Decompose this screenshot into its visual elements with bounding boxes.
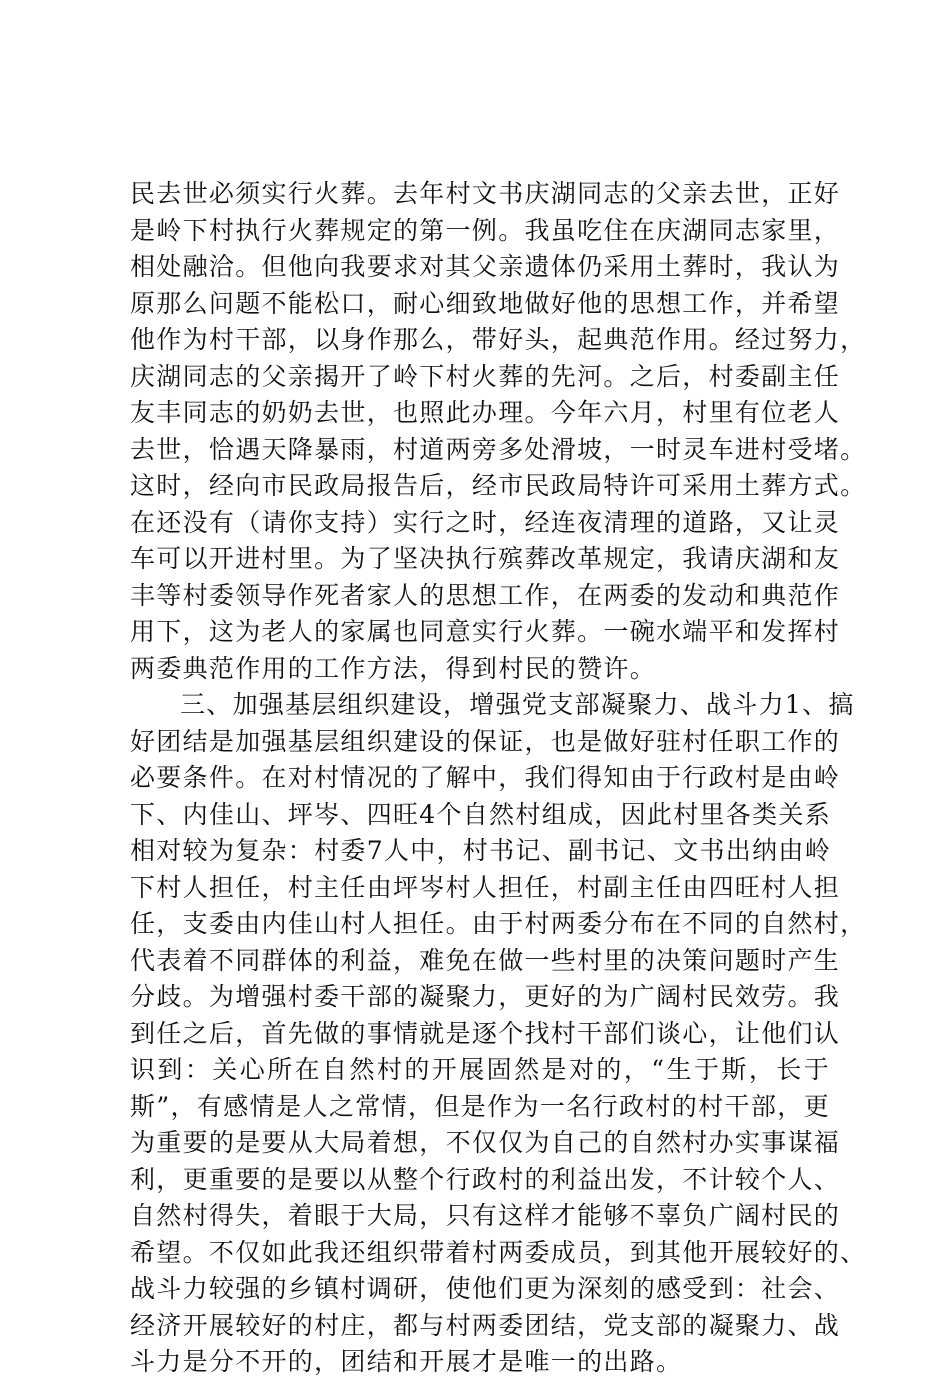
text-line: 下、内佳山、坪岑、四旺4个自然村组成，因此村里各类关系 (130, 799, 832, 829)
text-line: 任，支委由内佳山村人担任。由于村两委分布在不同的自然村， (130, 909, 867, 938)
text-line: 车可以开进村里。为了坚决执行殡葬改革规定，我请庆湖和友 (130, 544, 841, 573)
text-line: 相处融洽。但他向我要求对其父亲遗体仍采用土葬时，我认为 (130, 252, 841, 281)
text-line: 两委典范作用的工作方法，得到村民的赞许。 (130, 653, 657, 683)
text-line: 用下，这为老人的家属也同意实行火葬。一碗水端平和发挥村 (130, 617, 841, 646)
text-line: 丰等村委领导作死者家人的思想工作，在两委的发动和典范作 (130, 580, 841, 610)
section-heading-line: 三、加强基层组织建设，增强党支部凝聚力、战斗力1、搞 (180, 690, 855, 719)
text-line: 必要条件。在对村情况的了解中，我们得知由于行政村是由岭 (130, 763, 841, 792)
text-line: 好团结是加强基层组织建设的保证，也是做好驻村任职工作的 (130, 726, 841, 756)
text-line: 为重要的是要从大局着想，不仅仅为自己的自然村办实事谋福 (130, 1128, 841, 1157)
text-line: 他作为村干部，以身作那么，带好头，起典范作用。经过努力， (130, 325, 867, 354)
text-line: 庆湖同志的父亲揭开了岭下村火葬的先河。之后，村委副主任 (130, 361, 841, 391)
text-line: 自然村得失，着眼于大局，只有这样才能够不辜负广阔村民的 (130, 1201, 841, 1230)
text-line: 识到：关心所在自然村的开展固然是对的，“生于斯，长于 (130, 1055, 830, 1084)
text-line: 民去世必须实行火葬。去年村文书庆湖同志的父亲去世，正好 (130, 179, 841, 208)
document-page (130, 176, 867, 1381)
text-line: 分歧。为增强村委干部的凝聚力，更好的为广阔村民效劳。我 (130, 982, 841, 1011)
text-line: 去世，恰遇天降暴雨，村道两旁多处滑坡，一时灵车进村受堵。 (130, 434, 867, 464)
text-line: 原那么问题不能松口，耐心细致地做好他的思想工作，并希望 (130, 288, 841, 318)
text-line: 到任之后，首先做的事情就是逐个找村干部们谈心，让他们认 (130, 1018, 841, 1048)
text-line: 这时，经向市民政局报告后，经市民政局特许可采用土葬方式。 (130, 471, 867, 500)
text-line: 相对较为复杂：村委7人中，村书记、副书记、文书出纳由岭 (130, 836, 832, 865)
text-line: 代表着不同群体的利益，难免在做一些村里的决策问题时产生 (130, 945, 841, 975)
text-line: 友丰同志的奶奶去世，也照此办理。今年六月，村里有位老人 (130, 398, 841, 427)
text-line: 经济开展较好的村庄，都与村两委团结，党支部的凝聚力、战 (130, 1310, 841, 1340)
text-line: 斯”，有感情是人之常情，但是作为一名行政村的村干部，更 (130, 1091, 830, 1121)
text-line: 希望。不仅如此我还组织带着村两委成员，到其他开展较好的、 (130, 1237, 867, 1267)
text-line: 是岭下村执行火葬规定的第一例。我虽吃住在庆湖同志家里， (130, 215, 841, 245)
text-line: 利，更重要的是要以从整个行政村的利益出发，不计较个人、 (130, 1164, 841, 1194)
text-line: 战斗力较强的乡镇村调研，使他们更为深刻的感受到：社会、 (130, 1274, 841, 1303)
text-line: 斗力是分不开的，团结和开展才是唯一的出路。 (130, 1347, 683, 1376)
text-line: 在还没有（请你支持）实行之时，经连夜清理的道路，又让灵 (130, 507, 841, 537)
text-line: 下村人担任，村主任由坪岑村人担任，村副主任由四旺村人担 (130, 872, 841, 902)
